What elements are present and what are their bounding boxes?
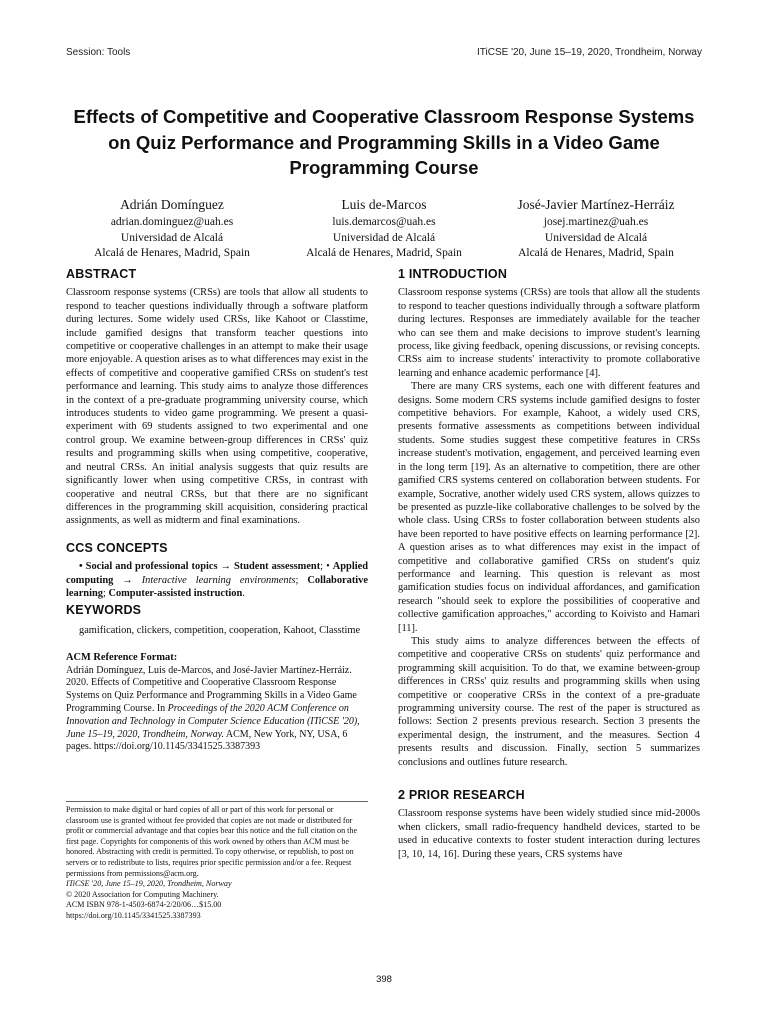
reference-text-2: ACM, New York, NY, USA, 6 pages. https://doi.org/10.1145/3341525.3387393 (66, 728, 348, 753)
abstract-text: Classroom response systems (CRSs) are tools that allow all students to respond to teacher questions individually through a software platform during lectures. Some widely used CRSs, like Kahoot or Classtime, include gamified designs that transform teacher questions into competitive or cooperative challenges in an attempt to make their usage more enjoyable. A question arises as to what differences may exist in the effects of competitive and cooperative gamified CRSs on student's test performance and learning. This study aims to analyze those differences in the context of a pre-graduate programming university course, which introduces students to video game programming. We present a quasi-experiment with 69 students assigned to two experimental and one control group. We examine between-group differences in CRSs' quiz results and programming skills when using competitive, cooperative, and neutral CRSs. An initial analysis suggests that quiz results are significantly lower when using competitive CRSs, in contrast with cooperative and neutral CRSs, but that there are no significant differences in the programming skill acquisition, considering practical assignments, as well as midterm and final examinations. (66, 287, 368, 527)
ccs-term-3: Collaborative learning (66, 574, 368, 599)
ccs-bullet-2: Applied computing (66, 561, 368, 586)
ccs-heading: CCS CONCEPTS (66, 540, 168, 555)
paper-title: Effects of Competitive and Cooperative Classroom Response Systems on Quiz Performance and Programming Skills in a Video Game Programming Course (73, 106, 695, 178)
reference-heading: ACM Reference Format: (66, 652, 178, 664)
running-header-right: ITiCSE '20, June 15–19, 2020, Trondheim, Norway (477, 47, 702, 58)
keywords-heading: KEYWORDS (66, 603, 142, 618)
ccs-sep-3: ; (102, 587, 109, 599)
author-location: Alcalá de Henares, Madrid, Spain (306, 247, 462, 259)
author-email: luis.demarcos@uah.es (332, 216, 436, 228)
ccs-term-4: Computer-assisted instruction (108, 587, 243, 599)
author-location: Alcalá de Henares, Madrid, Spain (518, 247, 674, 259)
author-1 (66, 196, 278, 262)
ccs-arrow-2: → (113, 574, 142, 586)
permission-venue (66, 879, 368, 890)
author-affiliation: Universidad de Alcalá (544, 231, 648, 244)
abstract-heading: ABSTRACT (66, 267, 137, 281)
keywords-text: gamification, clickers, competition, cooperation, Kahoot, Classtime (79, 624, 361, 636)
left-column (66, 268, 368, 754)
page-number: 398 (376, 974, 392, 985)
permission-venue-text: ITiCSE '20, June 15–19, 2020, Trondheim, Norway (66, 879, 232, 889)
author-name: Adrián Domínguez (120, 197, 224, 212)
author-name: José-Javier Martínez-Herráiz (517, 197, 675, 212)
author-affiliation: Universidad de Alcalá (332, 231, 436, 244)
ccs-bullet-1: • Social and professional topics (79, 561, 218, 573)
author-2 (278, 196, 490, 262)
prior-heading: 2 PRIOR RESEARCH (398, 788, 525, 803)
ccs-term-2: Interactive learning environments (141, 574, 296, 586)
ccs-sep-2: ; (295, 574, 308, 586)
author-3 (490, 196, 702, 262)
permission-doi: https://doi.org/10.1145/3341525.3387393 (66, 910, 201, 920)
author-email: adrian.dominguez@uah.es (110, 216, 234, 228)
reference-text-1: Adrián Domínguez, Luis de-Marcos, and José-Javier Martínez-Herráiz. 2020. Effects of Competitive and Cooperative Classroom Response Systems on Quiz Performance and Programming Skills in a Video Game Programming Course. In (66, 664, 357, 714)
running-header-left: Session: Tools (66, 47, 131, 58)
ccs-sep-1: ; • (320, 561, 333, 573)
ccs-concepts (66, 560, 368, 600)
intro-paragraph-2: There are many CRS systems, each one with different features and designs. Some modern CRS systems include gamified designs to foster competitive behaviors. For example, Kahoot, a widely used CRS, presents formative assessments as competitions between individual students. Some studies suggest these competitive features in CRSs increase student's motivation, engagement, and perceived learning even in the long term [19]. As an alternative to competition, there are other gamified CRS systems centered on collaboration between students. For example, Socrative, another widely used CRS system, allows quizzes to be presented as puzzle-like collaborative challenges to be solved by the whole class. Using CRSs to foster collaboration between students also have been reported to have positive effects on learning performance [2]. A question arises as to what differences may exist in the impact of competitive and collaborative gamified CRSs on student's quiz performance and learning. This question is relevant as most gamification studies focus on individual affordances, and gamification research "should seek to explore the possibilities of cooperative and collective gamification approaches," according to Koivisto and Hamari [11]. (398, 381, 700, 634)
intro-paragraph-1: Classroom response systems (CRSs) are tools that allow all the students to respond to teacher questions individually through a software platform during lectures. Responses are immediately available for the teacher who can see them and make decisions to improve student's learning process, like giving feedback, opening discussions, or revising concepts. CRSs aim to increase students' interactivity to promote collaborative learning and enhance academic performance [4]. (398, 287, 700, 379)
ccs-arrow-1: → (217, 561, 234, 573)
author-block (66, 196, 702, 262)
author-affiliation: Universidad de Alcalá (120, 231, 224, 244)
permission-isbn: ACM ISBN 978-1-4503-6874-2/20/06…$15.00 (66, 900, 222, 910)
ccs-end: . (242, 587, 245, 599)
permission-text: Permission to make digital or hard copies of all or part of this work for personal or classroom use is granted without fee provided that copies are not made or distributed for profit or commercial advantage and that copies bear this notice and the full citation on the first page. Copyrights for components of this work owned by others than ACM must be honored. Abstracting with credit is permitted. To copy otherwise, or republish, to post on servers or to redistribute to lists, requires prior specific permission and/or a fee. Request permissions from permissions@acm.org. (66, 805, 358, 878)
reference-proceedings: Proceedings of the 2020 ACM Conference on Innovation and Technology in Computer Science Education (ITiCSE '20), June 15–19, 2020, Trondheim, Norway. (66, 702, 360, 740)
intro-heading: 1 INTRODUCTION (398, 267, 508, 281)
right-column (398, 268, 700, 861)
author-email: josej.martinez@uah.es (543, 216, 649, 228)
prior-paragraph-1: Classroom response systems have been widely studied since mid-2000s when clickers, small radio-frequency handheld devices, started to be used in educative contexts to foster student interaction during lectures [3, 10, 14, 16]. During these years, CRS systems have (398, 808, 700, 860)
ccs-term-1: Student assessment (234, 561, 321, 573)
reference-text (66, 665, 368, 755)
permission-copyright: © 2020 Association for Computing Machinery. (66, 889, 219, 899)
author-location: Alcalá de Henares, Madrid, Spain (94, 247, 250, 259)
intro-paragraph-3: This study aims to analyze differences between the effects of competitive and cooperative CRSs on students' quiz performance and programming skill acquisition. To do that, we examine between-group differences in CRSs' quiz results and programming skills when using competitive or cooperative CRSs in the context of a pre-graduate programming university course. The rest of the paper is structured as follows: Section 2 presents previous research. Section 3 presents the experimental design, the instrument, and the measures. Section 4 presents results and discussion. Finally, section 5 summarizes conclusions and outlines future research. (398, 635, 700, 768)
permission-block (66, 801, 368, 922)
author-name: Luis de-Marcos (341, 197, 427, 212)
